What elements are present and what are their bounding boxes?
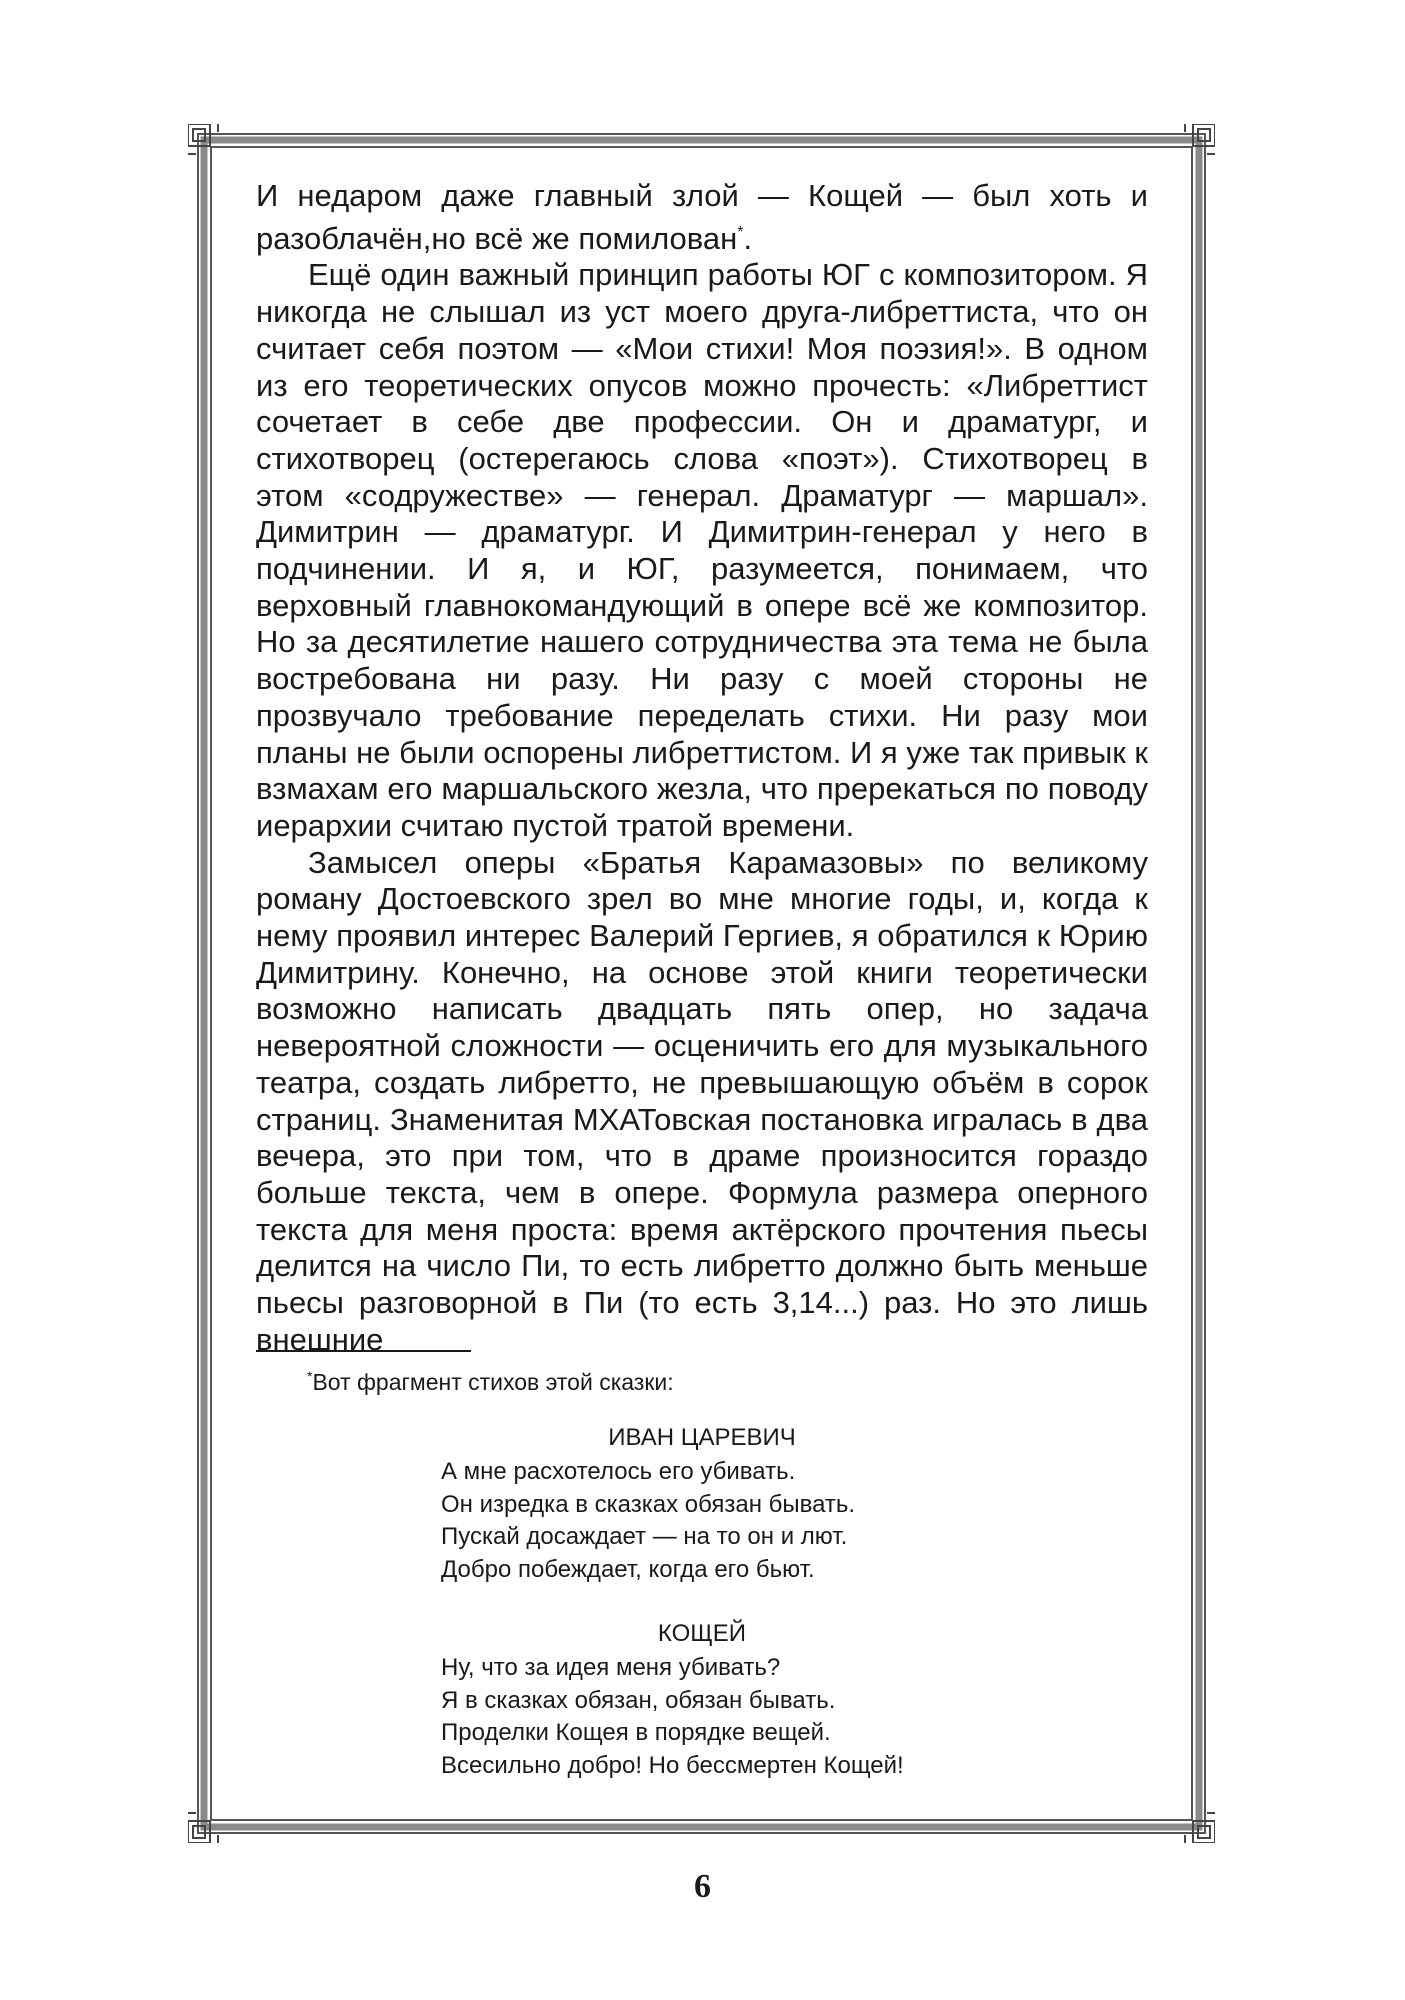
footnote-marker[interactable]: *	[737, 223, 744, 241]
page-number: 6	[694, 1868, 711, 1905]
footnote-mark: *	[307, 1368, 313, 1384]
main-text-block	[256, 178, 1148, 1359]
verse-line: Всесильно добро! Но бессмертен Кощей!	[441, 1751, 904, 1779]
verse-koshchei	[441, 1652, 904, 1782]
footnote-separator	[256, 1350, 471, 1352]
verse-line: Ну, что за идея меня убивать?	[441, 1654, 781, 1681]
verse-line: Пускай досаждает — на то он и лют.	[441, 1523, 848, 1550]
verse-line: Добро побеждает, когда его бьют.	[441, 1555, 815, 1583]
paragraph-1: И недаром даже главный злой — Кощей — был хоть и разоблачён,но всё же помилован*.	[256, 178, 1148, 256]
paragraph-2: Ещё один важный принцип работы ЮГ с композитором. Я никогда не слышал из уст моего друга-либреттиста, что он считает себя поэтом — «Мои стихи! Моя поэзия!». В одном из его теоретических опусов можно прочесть: «Либреттист сочетает в себе две профессии. Он и драматург, и стихотворец (остерегаюсь слова «поэт»). Стихотворец в этом «содружестве» — генерал. Драматург — маршал». Димитрин — драматург. И Димитрин-генерал у него в подчинении. И я, и ЮГ, разумеется, понимаем, что верховный главнокомандующий в опере всё же композитор. Но за десятилетие нашего сотрудничества эта тема не была востребована ни разу. Ни разу с моей стороны не прозвучало требование переделать стихи. Ни разу мои планы не были оспорены либреттистом. И я уже так привык к взмахам его маршальского жезла, что пререкаться по поводу иерархии считаю пустой тратой времени.	[256, 257, 1148, 843]
speaker-koshchei: КОЩЕЙ	[657, 1620, 747, 1647]
footnote-intro: *Вот фрагмент стихов этой сказки:	[307, 1368, 674, 1395]
verse-line: Он изредка в сказках обязан бывать.	[441, 1490, 856, 1518]
speaker-ivan: ИВАН ЦАРЕВИЧ	[608, 1424, 796, 1451]
paragraph-3: Замысел оперы «Братья Карамазовы» по великому роману Достоевского зрел во мне многие годы, и, когда к нему проявил интерес Валерий Гергиев, я обратился к Юрию Димитрину. Конечно, на основе этой книги теоретически возможно написать двадцать пять опер, но задача невероятной сложности — осценичить его для музыкального театра, создать либретто, не превышающую объём в сорок страниц. Знаменитая МХАТовская постановка игралась в два вечера, это при том, что в драме произносится гораздо больше текста, чем в опере. Формула размера оперного текста для меня проста: время актёрского прочтения пьесы делится на число Пи, то есть либретто должно быть меньше пьесы разговорной в Пи (то есть 3,14...) раз. Но это лишь внешние	[256, 844, 1148, 1357]
verse-line: Проделки Кощея в порядке вещей.	[441, 1719, 831, 1746]
verse-ivan	[441, 1456, 855, 1586]
verse-line: А мне расхотелось его убивать.	[441, 1458, 796, 1485]
verse-line: Я в сказках обязан, обязан бывать.	[441, 1686, 836, 1714]
